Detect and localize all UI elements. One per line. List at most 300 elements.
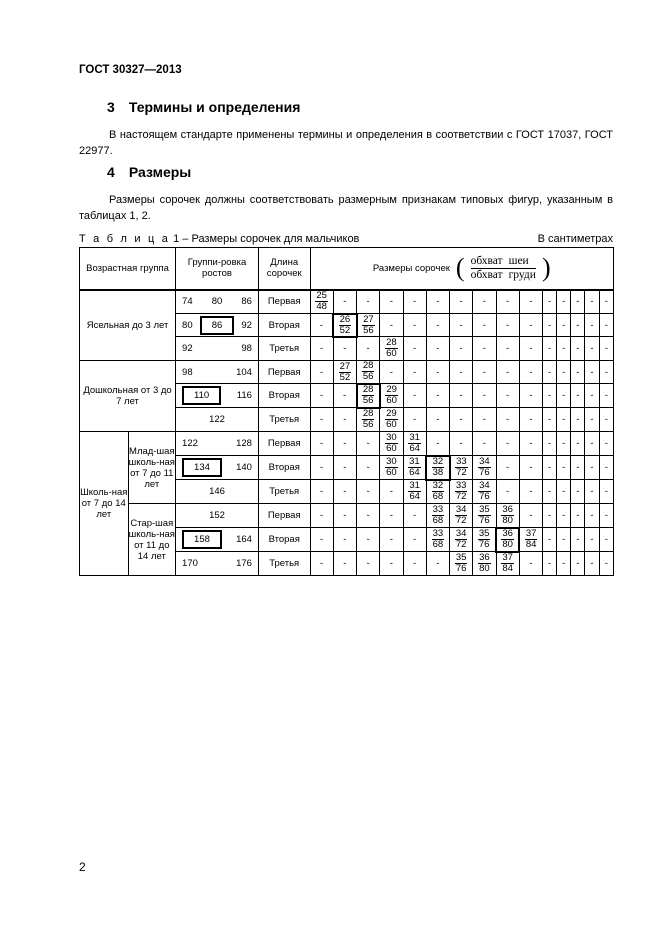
size-fraction	[362, 315, 375, 336]
size-cell: -	[543, 337, 557, 361]
size-cell: -	[557, 314, 571, 337]
neck-girth: 28	[362, 408, 374, 420]
height-value: 152	[209, 510, 225, 521]
size-cell: -	[333, 480, 356, 504]
table-caption	[79, 233, 613, 245]
size-cell	[357, 384, 380, 408]
size-cell: -	[557, 337, 571, 361]
size-cell: -	[519, 504, 542, 528]
age-subgroup-cell: Стар-шая школь-ная от 11 до 14 лет	[128, 504, 176, 576]
height-value: 92	[182, 343, 193, 354]
height-value: 116	[236, 390, 252, 401]
height-value: 80	[211, 296, 223, 308]
size-cell: -	[426, 552, 449, 576]
length-cell: Первая	[258, 290, 310, 314]
chest-girth: 68	[432, 491, 444, 503]
size-cell: -	[450, 432, 473, 456]
height-value: 164	[236, 534, 252, 545]
size-fraction	[432, 529, 445, 550]
size-cell: -	[519, 480, 542, 504]
size-cell: -	[450, 361, 473, 384]
length-cell: Первая	[258, 504, 310, 528]
size-cell: -	[333, 552, 356, 576]
size-cell: -	[450, 408, 473, 432]
size-cell: -	[519, 337, 542, 361]
height-value: 170	[182, 558, 198, 569]
size-cell: -	[571, 552, 585, 576]
size-cell: -	[403, 290, 426, 314]
size-cell: -	[473, 337, 496, 361]
size-cell: -	[543, 432, 557, 456]
size-cell: -	[333, 337, 356, 361]
neck-girth: 31	[409, 456, 420, 467]
size-fraction	[385, 338, 398, 359]
document-header: ГОСТ 30327—2013	[79, 64, 182, 76]
height-value: 134	[182, 458, 222, 477]
neck-girth: 28	[386, 337, 397, 348]
table-body	[80, 290, 614, 576]
chest-girth: 56	[362, 419, 374, 431]
size-cell: -	[557, 480, 571, 504]
size-cell: -	[519, 456, 542, 480]
size-cell: -	[403, 361, 426, 384]
size-cell: -	[571, 314, 585, 337]
chest-girth: 56	[362, 371, 374, 383]
age-group-cell: Ясельная до 3 лет	[80, 290, 176, 361]
size-cell	[310, 290, 333, 314]
size-cell	[333, 314, 356, 337]
size-fraction	[455, 553, 468, 574]
size-cell	[473, 480, 496, 504]
height-value: 146	[209, 486, 225, 497]
size-cell: -	[310, 528, 333, 552]
size-cell: -	[450, 314, 473, 337]
size-cell: -	[543, 408, 557, 432]
size-cell: -	[496, 480, 519, 504]
height-group-cell	[176, 314, 259, 337]
table-row	[80, 504, 614, 528]
size-cell: -	[310, 314, 333, 337]
size-cell: -	[496, 290, 519, 314]
length-cell: Первая	[258, 432, 310, 456]
size-cell: -	[599, 290, 613, 314]
size-cell: -	[557, 432, 571, 456]
size-fraction	[385, 385, 398, 406]
size-cell: -	[557, 408, 571, 432]
size-cell	[450, 456, 473, 480]
size-cell: -	[543, 361, 557, 384]
size-fraction	[478, 481, 491, 502]
height-value: 158	[182, 530, 222, 549]
neck-girth: 37	[502, 552, 513, 564]
chest-girth: 64	[409, 467, 420, 478]
section-4-title: Размеры	[128, 164, 192, 180]
chest-girth: 72	[455, 539, 467, 550]
size-cell: -	[380, 290, 403, 314]
size-cell: -	[496, 361, 519, 384]
size-cell: -	[543, 552, 557, 576]
size-cell: -	[426, 432, 449, 456]
size-cell: -	[543, 456, 557, 480]
size-cell: -	[403, 504, 426, 528]
size-cell: -	[333, 528, 356, 552]
chest-girth: 60	[386, 443, 397, 454]
age-group-cell: Школь-ная от 7 до 14 лет	[80, 432, 129, 576]
length-cell: Вторая	[258, 528, 310, 552]
height-value: 110	[182, 386, 221, 405]
height-group-cell	[176, 384, 259, 408]
frac-bot-2: груди	[508, 269, 536, 282]
frac-bot-1: обхват	[470, 269, 503, 282]
neck-girth: 35	[479, 504, 490, 515]
size-cell	[357, 361, 380, 384]
age-subgroup-cell: Млад-шая школь-ная от 7 до 11 лет	[128, 432, 176, 504]
size-cell: -	[450, 337, 473, 361]
size-cell: -	[473, 314, 496, 337]
size-cell: -	[571, 504, 585, 528]
neck-girth: 30	[386, 456, 397, 467]
size-cell: -	[543, 480, 557, 504]
table-caption-title: 1 – Размеры сорочек для мальчиков	[170, 233, 360, 245]
chest-girth: 76	[455, 563, 467, 574]
height-value: 74	[182, 296, 193, 308]
chest-girth: 68	[432, 515, 444, 526]
size-cell: -	[333, 504, 356, 528]
size-cell	[403, 456, 426, 480]
size-cell: -	[403, 552, 426, 576]
table-row	[80, 290, 614, 314]
size-cell: -	[380, 480, 403, 504]
neck-girth: 33	[432, 528, 444, 539]
size-cell: -	[426, 384, 449, 408]
size-cell	[380, 408, 403, 432]
size-cell: -	[585, 408, 599, 432]
size-cell: -	[426, 408, 449, 432]
chest-girth: 76	[478, 539, 490, 550]
neck-girth: 27	[363, 313, 374, 325]
size-cell: -	[310, 384, 333, 408]
size-cell: -	[519, 290, 542, 314]
size-cell: -	[496, 314, 519, 337]
size-cell: -	[585, 361, 599, 384]
size-cell: -	[496, 384, 519, 408]
size-cell: -	[426, 290, 449, 314]
size-cell: -	[543, 528, 557, 552]
size-cell: -	[310, 432, 333, 456]
section-3-body: В настоящем стандарте применены термины и определения в соответствии с ГОСТ 17037, ГОСТ 22977.	[79, 129, 613, 157]
size-cell: -	[585, 432, 599, 456]
size-cell: -	[571, 456, 585, 480]
chest-girth: 64	[409, 443, 420, 454]
neck-girth: 33	[432, 504, 444, 515]
page-number: 2	[79, 860, 86, 874]
section-4-body: Размеры сорочек должны соответствовать размерным признакам типовых фигур, указанным в таблицах 1, 2.	[79, 194, 613, 222]
length-cell: Третья	[258, 552, 310, 576]
size-cell: -	[599, 337, 613, 361]
size-fraction	[455, 457, 468, 478]
left-paren: (	[455, 253, 465, 283]
neck-girth: 28	[362, 384, 374, 395]
size-cell: -	[357, 528, 380, 552]
size-cell: -	[357, 290, 380, 314]
section-4-heading	[107, 164, 191, 180]
size-cell: -	[473, 408, 496, 432]
length-cell: Вторая	[258, 456, 310, 480]
height-value: 92	[241, 319, 252, 331]
size-cell	[450, 552, 473, 576]
neck-girth: 25	[316, 290, 327, 302]
height-value: 122	[182, 438, 198, 449]
table-caption-prefix: Т а б л и ц а	[79, 233, 171, 245]
size-cell: -	[599, 384, 613, 408]
size-cell: -	[403, 337, 426, 361]
chest-girth: 56	[363, 324, 374, 336]
section-3-heading	[107, 99, 300, 115]
size-fraction	[478, 457, 491, 478]
height-group-cell	[176, 408, 259, 432]
neck-girth: 36	[479, 552, 490, 563]
size-fraction	[432, 481, 445, 502]
size-cell: -	[333, 384, 356, 408]
chest-girth: 60	[386, 348, 397, 359]
neck-girth: 30	[386, 432, 397, 443]
size-cell: -	[426, 337, 449, 361]
size-cell: -	[599, 432, 613, 456]
size-cell: -	[543, 314, 557, 337]
size-cell: -	[473, 384, 496, 408]
height-group-cell	[176, 432, 259, 456]
height-group-cell	[176, 337, 259, 361]
size-cell: -	[473, 361, 496, 384]
size-cell: -	[496, 408, 519, 432]
size-cell: -	[557, 552, 571, 576]
size-cell	[333, 361, 356, 384]
size-cell	[380, 384, 403, 408]
height-group-cell	[176, 456, 259, 480]
neck-girth: 36	[502, 528, 513, 539]
size-fraction	[501, 553, 514, 574]
col-age-group-header: Возрастная группа	[80, 248, 176, 290]
length-cell: Первая	[258, 361, 310, 384]
size-cell: -	[403, 528, 426, 552]
size-cell: -	[599, 528, 613, 552]
frac-top-1: обхват	[470, 255, 503, 268]
size-cell: -	[310, 504, 333, 528]
size-cell: -	[519, 314, 542, 337]
section-3-title: Термины и определения	[128, 99, 301, 115]
size-fraction	[385, 409, 398, 430]
chest-girth: 80	[502, 514, 513, 526]
size-cell: -	[543, 290, 557, 314]
section-4-text	[79, 192, 613, 224]
size-cell: -	[357, 432, 380, 456]
section-4-number: 4	[107, 164, 115, 180]
size-cell	[519, 528, 542, 552]
size-cell: -	[310, 552, 333, 576]
table-row	[80, 361, 614, 384]
size-fraction	[362, 361, 375, 382]
size-cell: -	[519, 552, 542, 576]
chest-girth: 76	[479, 491, 490, 502]
size-cell: -	[557, 456, 571, 480]
size-cell: -	[473, 432, 496, 456]
neck-girth: 36	[502, 503, 513, 515]
size-cell: -	[380, 361, 403, 384]
height-group-cell	[176, 552, 259, 576]
height-value: 122	[209, 414, 225, 425]
chest-girth: 84	[502, 563, 513, 575]
size-cell	[380, 456, 403, 480]
size-cell: -	[585, 504, 599, 528]
size-cell: -	[310, 480, 333, 504]
size-cell: -	[571, 337, 585, 361]
size-cell	[403, 480, 426, 504]
size-cell: -	[585, 314, 599, 337]
size-fraction	[455, 529, 468, 550]
height-value: 176	[236, 558, 252, 569]
size-cell	[473, 528, 496, 552]
size-cell: -	[571, 480, 585, 504]
size-cell: -	[473, 290, 496, 314]
size-fraction	[385, 433, 398, 454]
height-value: 140	[236, 462, 252, 473]
neck-girth: 33	[455, 480, 467, 491]
height-value: 104	[236, 366, 252, 378]
right-paren: )	[541, 253, 551, 283]
size-cell	[426, 528, 449, 552]
size-cell: -	[585, 384, 599, 408]
length-cell: Третья	[258, 408, 310, 432]
neck-girth: 32	[432, 456, 444, 467]
size-cell: -	[571, 361, 585, 384]
size-cell: -	[543, 384, 557, 408]
size-fraction	[455, 481, 468, 502]
size-fraction	[478, 505, 491, 526]
size-cell	[496, 528, 519, 552]
size-cell: -	[557, 361, 571, 384]
size-cell	[357, 314, 380, 337]
size-cell: -	[599, 504, 613, 528]
size-fraction	[315, 291, 328, 312]
size-cell: -	[496, 432, 519, 456]
size-fraction	[501, 529, 514, 550]
chest-girth: 48	[316, 301, 327, 313]
neck-girth: 34	[479, 480, 490, 491]
size-fraction	[525, 529, 538, 550]
size-cell: -	[496, 337, 519, 361]
height-value: 98	[182, 366, 193, 378]
size-fraction	[385, 457, 398, 478]
neck-girth: 34	[455, 504, 467, 515]
size-cell: -	[599, 314, 613, 337]
sizes-header-label: Размеры сорочек	[372, 262, 450, 274]
size-cell	[450, 504, 473, 528]
size-cell	[380, 432, 403, 456]
size-cell	[380, 337, 403, 361]
chest-girth: 60	[386, 467, 397, 478]
length-cell: Третья	[258, 480, 310, 504]
height-group-cell	[176, 290, 259, 314]
size-cell: -	[599, 480, 613, 504]
size-cell: -	[585, 290, 599, 314]
col-sizes-header	[310, 248, 614, 290]
size-cell: -	[426, 314, 449, 337]
neck-girth: 29	[386, 408, 397, 419]
size-cell	[496, 552, 519, 576]
size-fraction	[432, 505, 445, 526]
chest-girth: 80	[502, 539, 513, 550]
size-fraction	[362, 409, 375, 430]
length-cell: Вторая	[258, 384, 310, 408]
size-fraction	[339, 362, 352, 383]
chest-girth: 84	[525, 539, 537, 550]
height-value: 128	[236, 438, 252, 449]
size-fraction	[408, 433, 421, 454]
sizes-table	[79, 247, 614, 576]
size-cell: -	[571, 408, 585, 432]
length-cell: Третья	[258, 337, 310, 361]
size-cell: -	[403, 314, 426, 337]
col-height-header: Группи-ровка ростов	[176, 248, 259, 290]
size-cell: -	[496, 456, 519, 480]
neck-girth: 37	[525, 528, 537, 539]
size-cell: -	[571, 528, 585, 552]
size-cell: -	[571, 290, 585, 314]
neck-girth: 28	[362, 360, 374, 372]
size-cell: -	[519, 384, 542, 408]
size-cell	[357, 408, 380, 432]
size-fraction	[501, 505, 514, 526]
size-cell: -	[557, 528, 571, 552]
chest-girth: 64	[409, 491, 420, 502]
neck-girth: 34	[479, 456, 490, 467]
height-value: 86	[241, 296, 252, 308]
size-cell: -	[380, 528, 403, 552]
sizes-header-fraction	[471, 255, 536, 281]
section-3-number: 3	[107, 99, 115, 115]
size-cell: -	[310, 361, 333, 384]
height-group-cell	[176, 528, 259, 552]
size-fraction	[432, 457, 445, 478]
size-cell	[403, 432, 426, 456]
neck-girth: 34	[455, 528, 467, 539]
table-row	[80, 432, 614, 456]
size-cell: -	[333, 456, 356, 480]
height-group-cell	[176, 480, 259, 504]
length-cell: Вторая	[258, 314, 310, 337]
height-value: 86	[200, 316, 235, 335]
size-fraction	[408, 481, 421, 502]
size-cell: -	[357, 504, 380, 528]
size-cell: -	[333, 290, 356, 314]
chest-girth: 76	[479, 467, 490, 478]
size-fraction	[478, 553, 491, 574]
size-cell: -	[571, 432, 585, 456]
size-fraction	[455, 505, 468, 526]
section-3-text	[79, 127, 613, 159]
size-cell: -	[450, 384, 473, 408]
chest-girth: 72	[455, 491, 467, 502]
neck-girth: 35	[478, 528, 490, 539]
size-cell	[426, 480, 449, 504]
size-cell: -	[599, 552, 613, 576]
neck-girth: 35	[455, 552, 467, 563]
size-cell: -	[357, 480, 380, 504]
size-cell	[473, 504, 496, 528]
size-cell: -	[310, 337, 333, 361]
chest-girth: 60	[386, 395, 397, 406]
size-fraction	[408, 457, 421, 478]
